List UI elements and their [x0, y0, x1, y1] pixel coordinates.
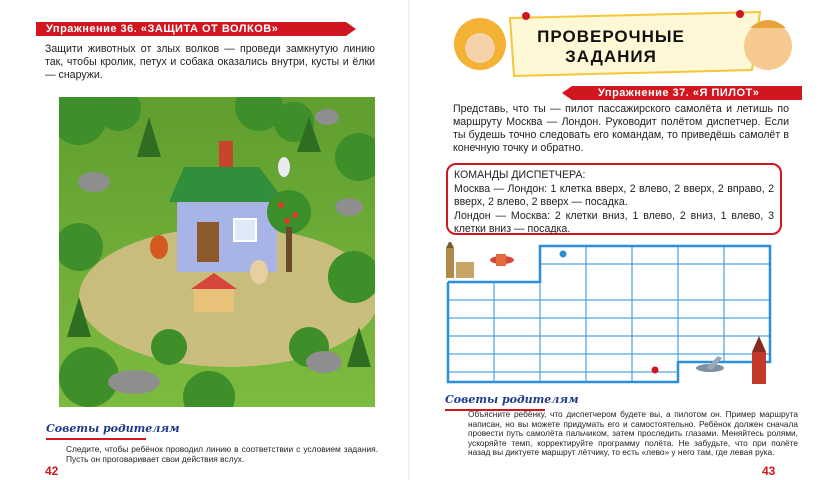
exercise-banner: [572, 86, 802, 100]
exercise-label: Упражнение 37. «Я ПИЛОТ»: [598, 87, 760, 99]
end-point: [652, 367, 659, 374]
jet-plane-icon: [696, 356, 724, 372]
commands-heading: КОМАНДЫ ДИСПЕТЧЕРА:: [454, 169, 586, 181]
flight-grid: [440, 242, 790, 387]
dispatcher-commands-box: [446, 163, 782, 235]
tips-underline: [46, 438, 146, 440]
exercise-label: Упражнение 36. «ЗАЩИТА ОТ ВОЛКОВ»: [46, 23, 279, 35]
page-number: 43: [762, 464, 776, 478]
tips-text: Следите, чтобы ребёнок проводил линию в соответствии с условием задания. Пусть он проговаривает свои действия вслух.: [66, 444, 378, 464]
page-number: 42: [45, 464, 59, 478]
parents-tips-heading: Советы родителям: [46, 419, 180, 440]
big-ben-icon: [446, 242, 474, 278]
route-moscow-london: Москва — Лондон: 1 клетка вверх, 2 влево, 2 вверх, 2 вправо, 2 вверх, 2 влево, 2 вверх — посадка.: [454, 182, 774, 208]
task-text: Представь, что ты — пилот пассажирского самолёта и летишь по маршруту Москва — Лондон. Руководит полётом диспетчер. Если ты будешь точно следовать его командам, то приведёшь самолёт в конечную точку и обратно.: [453, 103, 789, 154]
biplane-icon: [490, 254, 514, 266]
parents-tips-heading: Советы родителям: [445, 390, 579, 411]
exercise-banner: [36, 22, 346, 36]
route-london-moscow: Лондон — Москва: 2 клетки вниз, 1 влево, 2 вниз, 1 влево, 3 клетки вниз — посадка.: [454, 209, 774, 235]
kremlin-tower-icon: [752, 336, 766, 384]
header-title: ПРОВЕРОЧНЫЕ ЗАДАНИЯ: [537, 27, 685, 66]
wolves-scene-illustration: [59, 97, 375, 407]
start-point: [560, 251, 567, 258]
left-page: [0, 0, 409, 480]
tips-text: Объясните ребёнку, что диспетчером будете вы, а пилотом он. Пример маршрута написан, но вы можете придумать его и самостоятельно. Ребёнок должен сначала провести путь самолёта пальчиком, затем проследить глазами. Меняйтесь ролями, ускоряйте темп, корректируйте программу полёта. Не забудьте, что при полёте назад вы диктуете маршрут лётчику, то есть «лево» у него там, где левая рука.: [468, 409, 798, 458]
task-text: Защити животных от злых волков — проведи замкнутую линию так, чтобы кролик, петух и собака оказались внутри, кусты и ёлки — снаружи.: [45, 43, 375, 81]
right-page: [410, 0, 819, 480]
